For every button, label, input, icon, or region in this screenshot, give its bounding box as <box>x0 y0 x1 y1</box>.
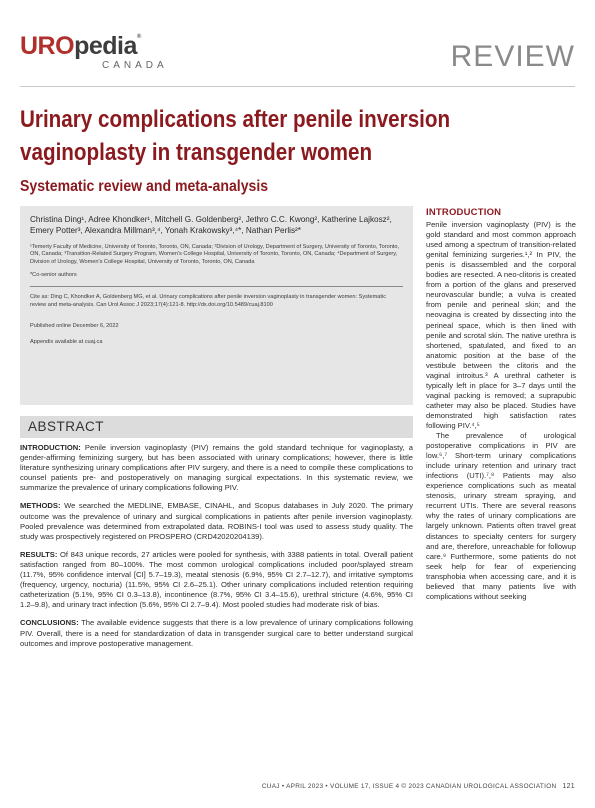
introduction-heading: INTRODUCTION <box>426 207 502 218</box>
affiliations: ¹Temerty Faculty of Medicine, University of Toronto, Toronto, ON, Canada; ²Division of Urology, Department of Surgery, University of Toronto, Toronto, ON, Canada; ³Transition-Related Surgery Program, Women's College Hospital, University of Toronto, Toronto, ON, Canada; ⁴Department of Surgery, Division of Urology, Women's College Hospital, University of Toronto, Toronto, ON, Canada <box>30 244 400 265</box>
header-divider <box>20 86 575 87</box>
citation: Cite as: Ding C, Khondker A, Goldenberg MG, et al. Urinary complications after penile inversion vaginoplasty in transgender women: Systematic review and meta-analysis. Can Urol Assoc J 2023;17(4):121-8. http://dx.doi.org/10.5489/cuaj.8100 <box>30 294 386 308</box>
abstract-methods <box>20 501 413 541</box>
abstract-conclusions-label: CONCLUSIONS: <box>20 618 79 628</box>
abstract-body <box>20 443 413 657</box>
abstract-introduction-label: INTRODUCTION: <box>20 443 81 452</box>
logo-uro: URO <box>20 32 75 60</box>
appendix-note: Appendix available at cuaj.ca <box>30 339 103 346</box>
abstract-heading: ABSTRACT <box>20 416 413 438</box>
logo-trademark: ® <box>136 34 141 40</box>
logo-pedia: pedia <box>74 32 137 60</box>
abstract-introduction <box>20 443 413 493</box>
abstract-introduction-text: Penile inversion vaginoplasty (PIV) remains the gold standard technique for vaginoplasty, a gender-affirming feminizing surgery, but has been associated with urinary complications; however, there is little literature synthesizing urinary complications after PIV surgery, and there is a need to compile these complications to counsel patients pre- and postoperatively on managing surgical expectations. In this systematic review, we summarize the prevalence of urinary complications following PIV. <box>20 443 413 493</box>
abstract-results-text: Of 843 unique records, 27 articles were pooled for synthesis, with 3388 patients in total. Overall patient satisfaction ranged from 80–100%. The most common urological complications included poor/splayed stream (11.7%, 95% confidence interval [CI] 5.7–19.3), meatal stenosis (6.9%, 95% CI 2.7–12.7), and irritative symptoms (frequency, urgency, nocturia) (11.5%, 95% CI 2.6–25.1). Other urinary complications included retention requiring catheterization (5.1%, 95% CI 0.3–13.8), incontinence (8.7%, 95% CI 3.4–15.6), urethral stricture (4.6%, 95% CI 1.2–9.8), and urinary tract infection (5.6%, 95% CI 2.7–9.4). Most pooled studies had moderate risk of bias. <box>20 549 413 610</box>
introduction-paragraph: Penile inversion vaginoplasty (PIV) is the gold standard and most common approach used among a spectrum of transition-related genital feminizing surgeries.¹,² In PIV, the penis is disassembled and the corporal bodies are resected. A neo-clitoris is created from a portion of the glans and preserved neurovascular bundle; a vulva is created from penile and perineal skin; and the neovagina is created by dissecting into the perineal space, which is then lined with penile and scrotal skin. The native urethra is shortened, spatulated, and fixed to an anatomic position at the base of the vestibule between the clitoris and the vaginal introitus.³ A urethral catheter is typically left in place for 3–7 days until the vaginal packing is removed; a suprapubic catheter may also be placed. Studies have demonstrated high satisfaction rates following PIV.⁴,⁵ <box>426 220 576 430</box>
article-subtitle: Systematic review and meta-analysis <box>20 178 269 195</box>
author-info-box <box>20 206 413 405</box>
abstract-results-label: RESULTS: <box>20 549 58 559</box>
abstract-conclusions-text: The available evidence suggests that there is a low prevalence of urinary complications following PIV. Overall, there is a need for standardization of data in transgender surgical care to better understand surgical outcomes and improve postoperative management. <box>20 618 413 648</box>
article-title: Urinary complications after penile inversion vaginoplasty in transgender women <box>20 106 451 166</box>
author-box-divider <box>30 286 403 287</box>
page-footer <box>262 783 575 790</box>
abstract-methods-label: METHODS: <box>20 501 61 511</box>
co-senior-note: *Co-senior authors <box>30 272 77 279</box>
author-list: Christina Ding¹, Adree Khondker¹, Mitchell G. Goldenberg², Jethro C.C. Kwong², Katherine Lajkosz², Emery Potter³, Alexandra Millman³,⁴, Yonah Krakowsky³,⁴*, Nathan Perlis²* <box>30 215 392 235</box>
section-label: REVIEW <box>450 40 575 73</box>
footer-journal-info: CUAJ • APRIL 2023 • VOLUME 17, ISSUE 4 © 2023 CANADIAN UROLOGICAL ASSOCIATION <box>261 783 557 790</box>
introduction-column <box>426 208 576 602</box>
abstract-conclusions <box>20 618 413 648</box>
published-date: Published online December 6, 2022 <box>30 323 119 330</box>
abstract-methods-text: We searched the MEDLINE, EMBASE, CINAHL, and Scopus databases in July 2020. The primary outcome was the prevalence of urinary and surgical complications in patients after penile inversion vaginoplasty. Pooled prevalence was determined from extrapolated data. ROBINS-I tool was used to assess study quality. The study was prospectively registered on PROSPERO (CRD42020204139). <box>20 501 413 541</box>
logo-subtitle: CANADA <box>102 60 168 71</box>
logo-wordmark <box>20 34 168 59</box>
abstract-results <box>20 550 413 611</box>
journal-logo <box>20 34 168 71</box>
introduction-paragraph: The prevalence of urological postoperative complications in PIV are low.⁶,⁷ Short-term urinary complications include urinary retention and urinary tract infections (UTI).⁷,⁸ Patients may also experience complications such as meatal stenosis, urinary stream spraying, and recurrent UTIs. There are several reasons why the rates of urinary complications are largely unknown. Patients often travel great distances to specialty centers for surgery and are, therefore, unreachable for followup care.⁹ Furthermore, some patients do not seek help for fear of experiencing transphobia when accessing care, and it is believed that many patients live with complications without seeking <box>426 431 576 601</box>
page-number: 121 <box>562 783 575 790</box>
